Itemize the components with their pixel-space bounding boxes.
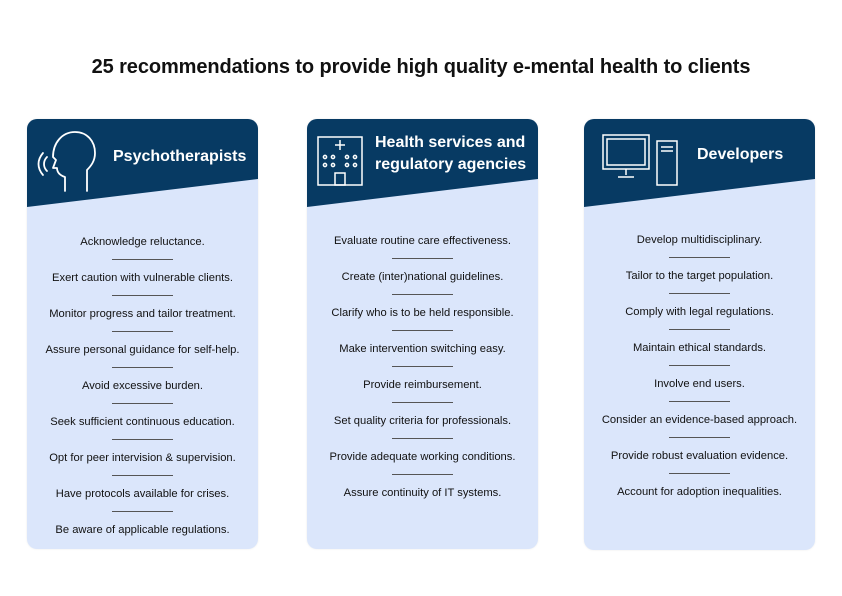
hospital-building-icon xyxy=(316,131,366,187)
recommendation-item xyxy=(584,258,815,294)
recommendation-item xyxy=(27,368,258,404)
recommendation-item xyxy=(27,440,258,476)
recommendation-text: Provide reimbursement. xyxy=(363,379,482,391)
speaking-head-icon xyxy=(37,127,97,193)
card-psychotherapists xyxy=(27,119,258,549)
recommendation-item xyxy=(307,475,538,511)
recommendation-text: Provide adequate working conditions. xyxy=(329,451,516,463)
recommendation-item xyxy=(307,439,538,475)
recommendation-item xyxy=(584,474,815,510)
recommendation-text: Be aware of applicable regulations. xyxy=(55,524,230,536)
recommendation-text: Have protocols available for crises. xyxy=(55,488,230,500)
recommendation-item xyxy=(27,512,258,548)
recommendation-text: Assure continuity of IT systems. xyxy=(343,487,502,499)
recommendation-item xyxy=(27,476,258,512)
recommendation-list xyxy=(27,224,258,548)
page-title: 25 recommendations to provide high quality e-mental health to clients xyxy=(91,56,751,78)
column-title: Developers xyxy=(697,146,784,163)
recommendation-text: Assure personal guidance for self-help. xyxy=(45,344,240,356)
recommendation-text: Monitor progress and tailor treatment. xyxy=(49,308,236,320)
recommendation-text: Exert caution with vulnerable clients. xyxy=(52,272,233,284)
recommendation-text: Avoid excessive burden. xyxy=(81,380,204,392)
recommendation-item xyxy=(307,259,538,295)
recommendation-list xyxy=(584,222,815,510)
recommendation-item xyxy=(27,296,258,332)
recommendation-text: Seek sufficient continuous education. xyxy=(50,416,235,428)
recommendation-item xyxy=(27,260,258,296)
recommendation-text: Provide robust evaluation evidence. xyxy=(610,450,789,462)
column-title: Psychotherapists xyxy=(113,148,247,165)
card-health-services xyxy=(307,119,538,549)
recommendation-text: Account for adoption inequalities. xyxy=(617,486,782,498)
recommendation-item xyxy=(307,295,538,331)
recommendation-text: Comply with legal regulations. xyxy=(625,306,774,318)
desktop-computer-icon xyxy=(601,133,681,187)
recommendation-item xyxy=(584,438,815,474)
recommendation-item xyxy=(307,403,538,439)
recommendation-list xyxy=(307,223,538,511)
recommendation-item xyxy=(27,332,258,368)
recommendation-item xyxy=(584,330,815,366)
recommendation-item xyxy=(584,222,815,258)
recommendation-text: Develop multidisciplinary. xyxy=(636,234,763,246)
recommendation-item xyxy=(584,366,815,402)
recommendation-text: Tailor to the target population. xyxy=(625,270,774,282)
recommendation-item xyxy=(307,367,538,403)
recommendation-text: Set quality criteria for professionals. xyxy=(333,415,512,427)
recommendation-text: Acknowledge reluctance. xyxy=(80,236,205,248)
recommendation-text: Maintain ethical standards. xyxy=(632,342,767,354)
recommendation-text: Involve end users. xyxy=(654,378,745,390)
recommendation-item xyxy=(27,404,258,440)
recommendation-text: Evaluate routine care effectiveness. xyxy=(333,235,512,247)
recommendation-item xyxy=(584,402,815,438)
recommendation-text: Create (inter)national guidelines. xyxy=(341,271,504,283)
recommendation-item xyxy=(307,331,538,367)
recommendation-text: Make intervention switching easy. xyxy=(339,343,506,355)
recommendation-text: Clarify who is to be held responsible. xyxy=(331,307,514,319)
column-title: Health services and regulatory agencies xyxy=(375,134,527,173)
recommendation-text: Opt for peer intervision & supervision. xyxy=(49,452,236,464)
recommendation-item xyxy=(27,224,258,260)
recommendation-item xyxy=(584,294,815,330)
recommendation-item xyxy=(307,223,538,259)
recommendation-text: Consider an evidence-based approach. xyxy=(601,414,798,426)
card-developers xyxy=(584,119,815,550)
